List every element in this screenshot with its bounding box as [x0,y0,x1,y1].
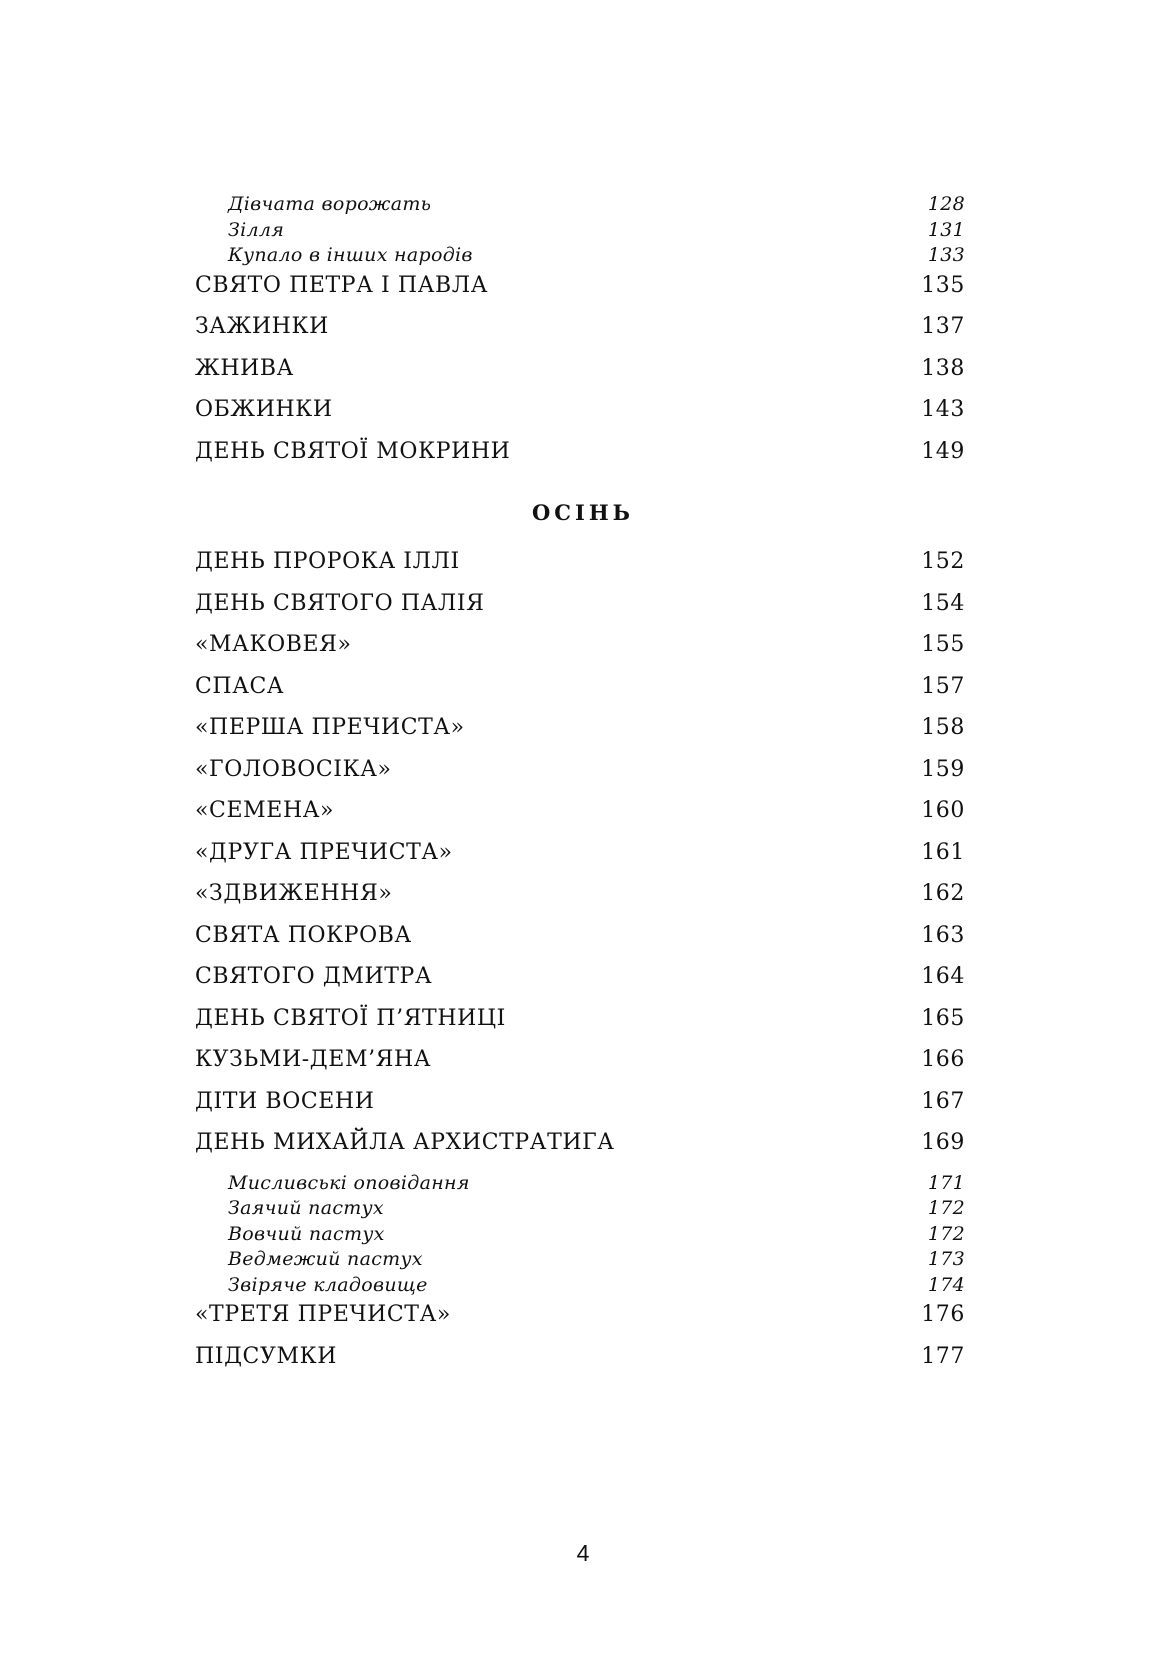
toc-entry-page: 174 [927,1273,965,1296]
toc-entry [195,840,965,882]
toc-entry-page: 149 [921,438,965,464]
toc-entry [195,549,965,591]
toc-entry [195,1274,965,1300]
toc-entry-page: 154 [921,590,965,616]
toc-entry-page: 131 [927,218,965,241]
toc-entry-title: ДІТИ ВОСЕНИ [195,1088,375,1114]
toc-entry-page: 173 [927,1248,965,1270]
toc-entry [195,1047,965,1089]
toc-entry [195,1197,965,1223]
toc-entry-title: ДЕНЬ СВЯТОГО ПАЛІЯ [195,590,485,616]
toc-entry [195,757,965,799]
toc-entry [195,356,965,398]
toc-entry [195,397,965,439]
toc-entry-page: 152 [921,549,965,574]
toc-entry-page: 162 [921,881,965,906]
toc-entry-title: «ПЕРША ПРЕЧИСТА» [195,715,465,740]
toc-entry-page: 128 [927,193,965,215]
toc-entry-page: 176 [921,1302,965,1327]
toc-entry-title: Дівчата ворожать [228,193,432,215]
toc-entry [195,591,965,633]
toc-entry [195,1130,965,1172]
page-number: 4 [576,1540,590,1566]
toc-entry-title: ЗАЖИНКИ [195,314,329,339]
toc-entry-title: Мисливські оповідання [228,1171,470,1194]
toc-entry [195,798,965,840]
toc-entry-title: ДЕНЬ СВЯТОЇ МОКРИНИ [195,438,511,464]
toc-entry [195,715,965,757]
toc-block-summer [195,193,965,480]
toc-entry-title: Вовчий пастух [228,1222,385,1245]
toc-entry-title: «ДРУГА ПРЕЧИСТА» [195,839,453,865]
toc-entry-page: 171 [927,1171,965,1194]
toc-entry-title: «СЕМЕНА» [195,798,335,823]
toc-entry-title: КУЗЬМИ-ДЕМ’ЯНА [195,1047,432,1072]
toc-entry-title: «МАКОВЕЯ» [195,632,352,657]
toc-block-autumn [195,549,965,1385]
toc-entry-title: «ЗДВИЖЕННЯ» [195,881,393,906]
toc-entry-page: 160 [921,798,965,823]
toc-entry-title: СПАСА [195,673,285,699]
toc-entry-title: ЖНИВА [195,355,294,381]
toc-entry-title: ДЕНЬ ПРОРОКА ІЛЛІ [195,549,460,574]
toc-entry [195,1302,965,1344]
toc-entry-title: Ведмежий пастух [228,1248,423,1270]
toc-entry [195,219,965,245]
toc-entry [195,632,965,674]
section-heading: ОСІНЬ [531,500,634,525]
toc-entry [195,1248,965,1274]
toc-entry-page: 177 [921,1343,965,1369]
toc-entry-page: 135 [921,272,965,298]
toc-entry [195,1172,965,1198]
toc-entry-title: Купало в інших народів [228,244,473,266]
toc-entry-page: 166 [921,1047,965,1072]
toc-entry-page: 164 [921,964,965,989]
toc-entry-page: 167 [921,1088,965,1114]
toc-entry-title: ДЕНЬ МИХАЙЛА АРХИСТРАТИГА [195,1130,615,1155]
toc-entry [195,314,965,356]
toc-entry-page: 133 [927,244,965,266]
toc-entry-page: 172 [927,1197,965,1219]
toc-entry-page: 172 [927,1222,965,1245]
toc-entry-title: СВЯТА ПОКРОВА [195,922,412,948]
toc-entry-title: Звіряче кладовище [228,1273,428,1296]
toc-entry-title: «ГОЛОВОСІКА» [195,756,392,782]
toc-entry-page: 137 [921,314,965,339]
toc-entry-page: 163 [921,922,965,948]
toc-entry-page: 165 [921,1005,965,1031]
toc-entry [195,193,965,219]
toc-entry [195,1089,965,1131]
toc-entry-page: 158 [921,715,965,740]
toc-entry-title: СВЯТО ПЕТРА І ПАВЛА [195,272,488,298]
toc-entry [195,1006,965,1048]
toc-entry-page: 155 [921,632,965,657]
toc-entry-title: ДЕНЬ СВЯТОЇ П’ЯТНИЦІ [195,1005,506,1031]
toc-entry [195,674,965,716]
toc-entry-title: СВЯТОГО ДМИТРА [195,964,433,989]
toc-entry-title: ОБЖИНКИ [195,397,333,422]
toc-entry [195,273,965,315]
toc-entry [195,1344,965,1386]
toc-entry-page: 157 [921,673,965,699]
toc-entry [195,964,965,1006]
toc-entry-title: Заячий пастух [228,1197,384,1219]
toc-entry-page: 138 [921,355,965,381]
toc-entry [195,923,965,965]
toc-entry-page: 159 [921,756,965,782]
toc-entry [195,244,965,270]
toc-entry-title: Зілля [228,218,285,241]
toc-entry [195,881,965,923]
toc-entry [195,1223,965,1249]
toc-entry-title: ПІДСУМКИ [195,1343,338,1369]
toc-entry-page: 169 [921,1130,965,1155]
toc-entry-page: 161 [921,839,965,865]
toc-entry [195,439,965,481]
toc-entry-page: 143 [921,397,965,422]
toc-entry-title: «ТРЕТЯ ПРЕЧИСТА» [195,1302,451,1327]
